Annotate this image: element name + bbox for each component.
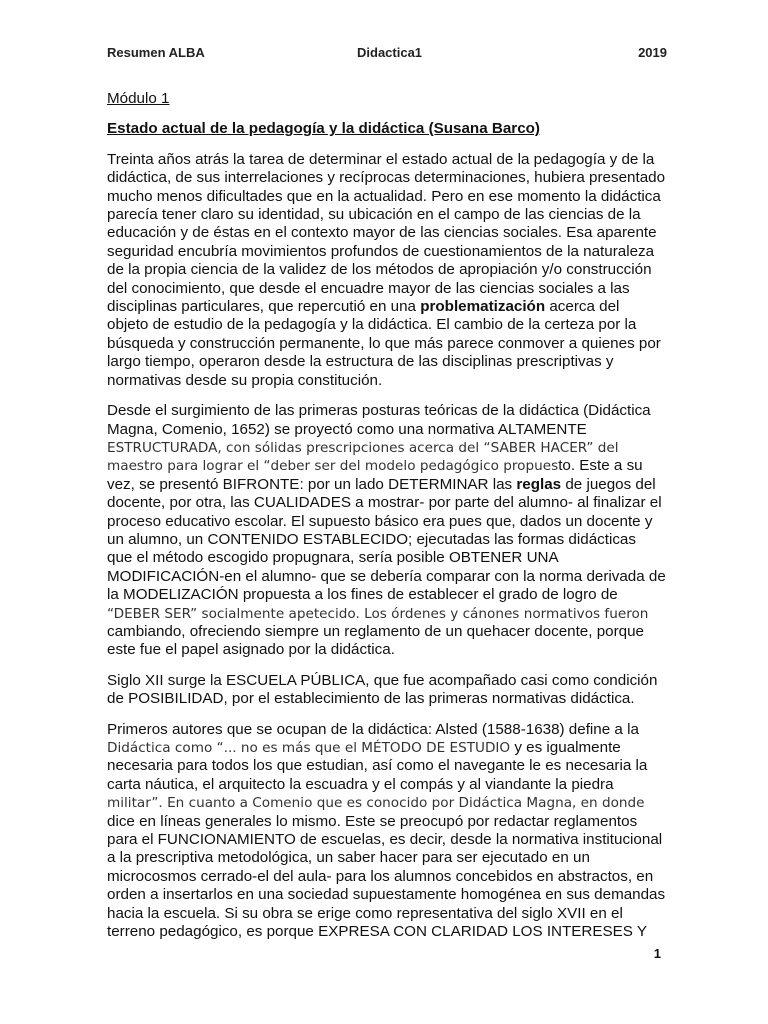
text-segment: de POSIBILIDAD, por el establecimiento de las primeras normativas didáctica. — [107, 690, 635, 708]
text-segment: normativas desde su propia constitución. — [107, 371, 383, 389]
text-segment: Siglo XII surge la ESCUELA PÚBLICA, que fue acompañado casi como condición — [107, 671, 658, 689]
text-segment: Primeros autores que se ocupan de la didáctica: Alsted (1588-1638) define a la — [107, 720, 639, 738]
text-line — [107, 188, 667, 206]
text-segment: educación y de éstas en el contexto mayor de las ciencias sociales. Esa aparente — [107, 224, 657, 242]
text-segment: militar”. En cuanto a Comenio que es conocido por Didáctica Magna, en donde — [107, 795, 645, 812]
text-line — [107, 206, 667, 224]
text-line — [107, 151, 667, 169]
page-number: 1 — [653, 946, 661, 961]
text-segment: mucho menos dificultades que en la actualidad. Pero en ese momento la didáctica — [107, 187, 661, 205]
text-line — [107, 776, 667, 794]
text-line — [107, 439, 667, 457]
text-segment: y es igualmente — [510, 739, 621, 756]
text-line — [107, 641, 667, 659]
text-line — [107, 568, 667, 586]
text-line — [107, 905, 667, 923]
text-line — [107, 794, 667, 812]
text-line — [107, 549, 667, 567]
text-line — [107, 476, 667, 494]
text-line — [107, 243, 667, 261]
text-segment: seguridad encubría movimientos profundos de cuestionamientos de la naturaleza — [107, 242, 655, 260]
text-segment: MODIFICACIÓN-en el alumno- que se debería comparar con la norma derivada de — [107, 567, 666, 585]
text-line — [107, 224, 667, 242]
text-segment: parecía tener claro su identidad, su ubicación en el campo de las ciencias de la — [107, 206, 641, 224]
text-line — [107, 757, 667, 775]
text-line — [107, 831, 667, 849]
text-segment: proceso educativo escolar. El supuesto básico era pues que, dados un docente y — [107, 512, 653, 530]
text-segment: vez, se presentó BIFRONTE: por un lado DETERMINAR las — [107, 475, 517, 493]
text-segment: maestro para lograr el “deber ser del modelo pedagógico propues — [107, 458, 559, 475]
text-segment: acerca del — [545, 298, 620, 316]
text-segment: largo tiempo, operaron desde la estructura de las disciplinas prescriptivas y — [107, 353, 614, 371]
paragraph — [107, 151, 667, 390]
text-segment: ESTRUCTURADA, con sólidas prescripciones acerca del “SABER HACER” del — [107, 439, 619, 456]
text-segment: necesaria para todos los que estudian, así como el navegante le es necesaria la — [107, 757, 648, 775]
text-segment: didáctica, de sus interrelaciones y recíprocas determinaciones, hubiera presentado — [107, 169, 666, 187]
text-line — [107, 335, 667, 353]
text-line — [107, 513, 667, 531]
text-segment: Magna, Comenio, 1652) se proyectó como una normativa ALTAMENTE — [107, 420, 587, 438]
text-segment: cambiando, ofreciendo siempre un reglamento de un quehacer docente, porque — [107, 622, 644, 640]
text-segment: microcosmos cerrado-el del aula- para los alumnos concebidos en abstractos, en — [107, 867, 654, 885]
text-line — [107, 886, 667, 904]
text-line — [107, 849, 667, 867]
header-right: 2019 — [638, 45, 667, 60]
text-segment: problematización — [420, 298, 546, 316]
text-line — [107, 457, 667, 475]
text-segment: la MODELIZACIÓN propuesta a los fines de establecer el grado de logro de — [107, 586, 618, 604]
text-line — [107, 261, 667, 279]
text-segment: carta náutica, el arquitecto la escuadra y el compás y al viandante la piedra — [107, 775, 614, 793]
text-segment: disciplinas particulares, que repercutió en una — [107, 298, 421, 316]
text-segment: dice en líneas generales lo mismo. Este se preocupó por redactar reglamentos — [107, 812, 638, 830]
text-line — [107, 353, 667, 371]
text-segment: to. Este a su — [558, 457, 643, 475]
text-line — [107, 739, 667, 757]
text-line — [107, 402, 667, 420]
text-line — [107, 690, 667, 708]
paragraphs-container — [107, 151, 667, 942]
text-segment: a la prescriptiva metodológica, un saber hacer para ser ejecutado en un — [107, 849, 590, 867]
text-segment: un alumno, un CONTENIDO ESTABLECIDO; ejecutadas las formas didácticas — [107, 530, 636, 548]
document-title: Estado actual de la pedagogía y la didáctica (Susana Barco) — [107, 120, 540, 138]
paragraph — [107, 672, 667, 709]
text-segment: que el método escogido propugnara, sería posible OBTENER UNA — [107, 549, 559, 567]
text-segment: hacia la escuela. Si su obra se erige como representativa del siglo XVII en el — [107, 904, 623, 922]
text-line — [107, 923, 667, 941]
text-segment: reglas — [516, 475, 562, 493]
text-line — [107, 605, 667, 623]
text-line — [107, 316, 667, 334]
text-line — [107, 372, 667, 390]
paragraph — [107, 721, 667, 942]
text-line — [107, 298, 667, 316]
text-segment: del conocimiento, que desde el encuadre mayor de las ciencias sociales a las — [107, 279, 630, 297]
text-segment: “DEBER SER” socialmente apetecido. Los órdenes y cánones normativos fueron — [107, 605, 649, 622]
text-line — [107, 494, 667, 512]
text-line — [107, 421, 667, 439]
text-line — [107, 813, 667, 831]
text-line — [107, 169, 667, 187]
header-center: Didactica1 — [357, 45, 423, 60]
text-line — [107, 672, 667, 690]
paragraph — [107, 402, 667, 660]
module-heading: Módulo 1 — [107, 90, 170, 107]
text-segment: orden a insertarlos en una sociedad supuestamente homogénea en sus demandas — [107, 886, 666, 904]
text-segment: búsqueda y construcción permanente, lo que más parece conmover a quienes por — [107, 334, 661, 352]
text-line — [107, 280, 667, 298]
text-segment: Desde el surgimiento de las primeras posturas teóricas de la didáctica (Didáctica — [107, 402, 651, 420]
text-segment: de la propia ciencia de la validez de los métodos de apropiación y/o construcción — [107, 261, 652, 279]
text-segment: terreno pedagógico, es porque EXPRESA CON CLARIDAD LOS INTERESES Y — [107, 923, 647, 941]
text-line — [107, 531, 667, 549]
text-segment: Treinta años atrás la tarea de determinar el estado actual de la pedagogía y de la — [107, 150, 655, 168]
document-body — [107, 90, 667, 953]
text-line — [107, 868, 667, 886]
text-segment: este fue el papel asignado por la didáctica. — [107, 641, 395, 659]
text-segment: objeto de estudio de la pedagogía y la didáctica. El cambio de la certeza por la — [107, 316, 637, 334]
text-segment: para el FUNCIONAMIENTO de escuelas, es decir, desde la normativa institucional — [107, 831, 663, 849]
text-line — [107, 586, 667, 604]
text-line — [107, 623, 667, 641]
header-left: Resumen ALBA — [107, 45, 205, 60]
text-line — [107, 721, 667, 739]
text-segment: de juegos del — [561, 475, 656, 493]
text-segment: Didáctica como “... no es más que el MÉTODO DE ESTUDIO — [107, 740, 511, 756]
text-segment: docente, por otra, las CUALIDADES a mostrar- por parte del alumno- al finalizar el — [107, 494, 662, 512]
